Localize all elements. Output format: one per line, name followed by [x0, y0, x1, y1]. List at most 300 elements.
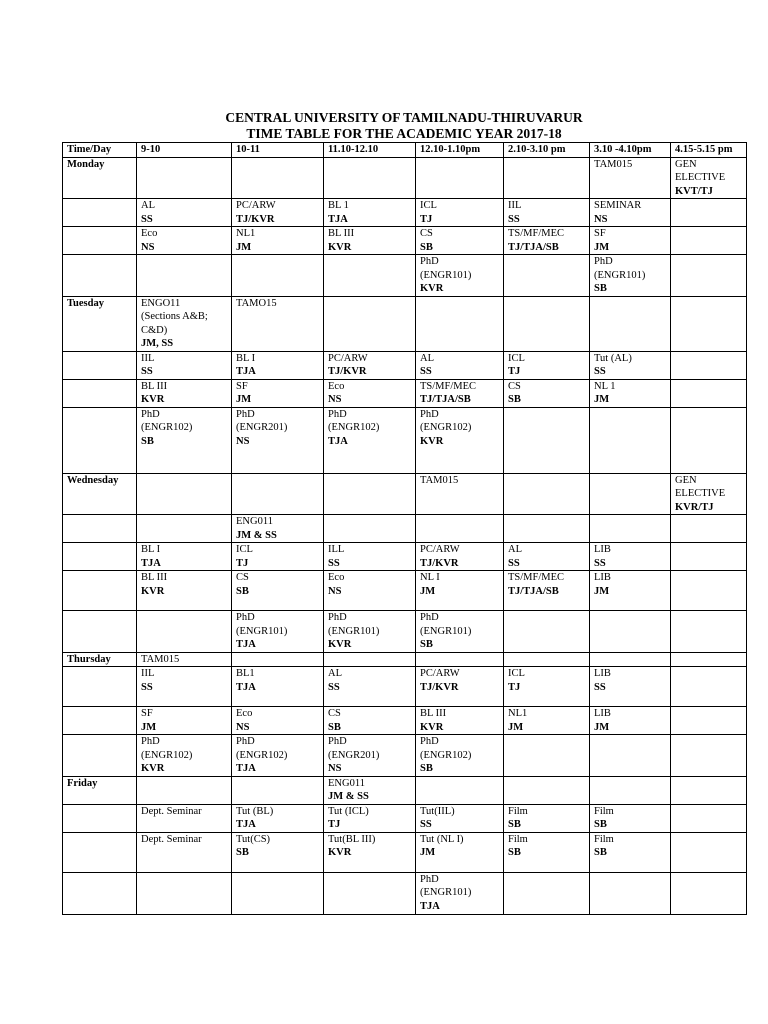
- faculty-code: TJ/TJA/SB: [508, 585, 559, 597]
- faculty-code: TJA: [236, 366, 256, 377]
- faculty-code: JM: [594, 241, 610, 253]
- table-cell: [63, 515, 137, 543]
- faculty-code: SS: [141, 213, 153, 225]
- table-cell: [590, 296, 671, 351]
- table-cell: [590, 379, 671, 407]
- table-cell: [63, 667, 137, 707]
- table-cell: [590, 543, 671, 571]
- faculty-code: TJA: [236, 681, 256, 693]
- faculty-code: SS: [508, 213, 520, 225]
- course-text: PhD: [236, 736, 255, 747]
- table-cell: [232, 652, 324, 667]
- faculty-code: SB: [508, 819, 521, 830]
- course-text: LIB: [594, 572, 611, 583]
- course-text: ICL: [236, 544, 253, 555]
- table-row: [63, 611, 747, 653]
- table-cell: [590, 227, 671, 255]
- course-text: PhD: [328, 612, 347, 623]
- header-cell: 2.10-3.10 pm: [504, 143, 590, 158]
- course-text: (ENGR101): [328, 625, 380, 637]
- table-cell: [416, 872, 504, 914]
- course-text: AL: [508, 544, 522, 555]
- table-cell: [232, 379, 324, 407]
- table-cell: [137, 707, 232, 735]
- header-cell: 4.15-5.15 pm: [671, 143, 747, 158]
- course-text: PhD: [420, 873, 439, 885]
- faculty-code: SB: [420, 763, 433, 774]
- faculty-code: KVR: [141, 763, 165, 774]
- faculty-code: TJ/KVR: [328, 366, 367, 377]
- course-text: (ENGR102): [141, 422, 193, 433]
- course-text: PhD: [236, 408, 255, 420]
- table-row: [63, 351, 747, 379]
- faculty-code: NS: [328, 585, 342, 597]
- table-row: [63, 157, 747, 199]
- table-cell: [232, 255, 324, 297]
- course-text: ICL: [420, 200, 437, 211]
- faculty-code: SB: [594, 283, 607, 294]
- table-cell: [416, 832, 504, 872]
- table-cell: [671, 543, 747, 571]
- course-text: NL 1: [594, 380, 616, 392]
- table-cell: [504, 652, 590, 667]
- course-text: ICL: [508, 668, 525, 679]
- table-cell: [504, 473, 590, 515]
- table-cell: [416, 227, 504, 255]
- course-text: ENG011: [236, 516, 273, 527]
- table-row: [63, 255, 747, 297]
- faculty-code: JM, SS: [141, 338, 174, 349]
- table-cell: [63, 199, 137, 227]
- table-row: [63, 652, 747, 667]
- table-cell: [63, 832, 137, 872]
- course-text: PC/ARW: [420, 544, 460, 555]
- faculty-code: SB: [420, 241, 433, 253]
- table-cell: [671, 255, 747, 297]
- course-text: Eco: [328, 380, 345, 392]
- course-text: BL III: [141, 380, 168, 392]
- course-text: Eco: [236, 708, 253, 719]
- course-text: BL1: [236, 668, 255, 679]
- table-cell: [590, 407, 671, 473]
- table-cell: [324, 255, 416, 297]
- faculty-code: TJA: [236, 763, 256, 774]
- faculty-code: SS: [594, 366, 606, 377]
- table-cell: [63, 379, 137, 407]
- course-text: PhD: [328, 736, 347, 747]
- table-cell: [590, 652, 671, 667]
- table-cell: [416, 707, 504, 735]
- course-text: (ENGR102): [141, 749, 193, 761]
- faculty-code: KVR/TJ: [675, 501, 714, 513]
- course-text: ELECTIVE: [675, 172, 726, 183]
- table-cell: [671, 296, 747, 351]
- course-text: BL I: [236, 352, 256, 364]
- table-cell: [63, 157, 137, 199]
- faculty-code: SB: [328, 721, 341, 733]
- table-cell: [416, 473, 504, 515]
- course-text: TAM015: [594, 158, 633, 170]
- faculty-code: TJ/KVR: [420, 557, 459, 569]
- course-text: AL: [420, 352, 434, 364]
- course-text: Tut(BL III): [328, 833, 376, 845]
- table-cell: [63, 652, 137, 667]
- table-cell: [63, 473, 137, 515]
- faculty-code: JM: [420, 585, 436, 597]
- table-row: [63, 571, 747, 611]
- faculty-code: JM: [420, 847, 436, 858]
- course-text: PC/ARW: [420, 668, 460, 679]
- table-cell: [137, 227, 232, 255]
- table-cell: [137, 296, 232, 351]
- table-cell: [590, 735, 671, 777]
- faculty-code: TJ: [328, 819, 341, 830]
- faculty-code: TJ: [236, 557, 249, 569]
- table-row: [63, 707, 747, 735]
- table-cell: [63, 407, 137, 473]
- table-cell: [590, 707, 671, 735]
- table-cell: [137, 832, 232, 872]
- table-cell: [504, 571, 590, 611]
- course-text: GEN: [675, 158, 697, 170]
- faculty-code: KVR: [141, 394, 165, 405]
- table-cell: [504, 611, 590, 653]
- table-cell: [590, 667, 671, 707]
- faculty-code: TJA: [236, 639, 256, 650]
- table-cell: [416, 652, 504, 667]
- title-university: CENTRAL UNIVERSITY OF TAMILNADU-THIRUVARUR: [225, 110, 583, 125]
- table-cell: [137, 776, 232, 804]
- faculty-code: NS: [328, 394, 342, 405]
- course-text: Dept. Seminar: [141, 805, 202, 817]
- table-cell: [416, 571, 504, 611]
- course-text: Tut(CS): [236, 833, 271, 845]
- course-text: TAM015: [420, 474, 459, 486]
- table-cell: [590, 804, 671, 832]
- table-cell: [63, 735, 137, 777]
- course-text: ICL: [508, 352, 525, 364]
- table-cell: [324, 379, 416, 407]
- table-row: [63, 199, 747, 227]
- course-text: TAM015: [141, 653, 180, 665]
- table-cell: [137, 473, 232, 515]
- faculty-code: SS: [328, 681, 340, 693]
- course-text: TS/MF/MEC: [420, 380, 477, 392]
- table-cell: [324, 543, 416, 571]
- table-cell: [671, 611, 747, 653]
- course-text: PhD: [141, 736, 160, 747]
- table-cell: [324, 571, 416, 611]
- faculty-code: SB: [508, 847, 521, 858]
- table-cell: [416, 351, 504, 379]
- table-cell: [137, 255, 232, 297]
- table-cell: [416, 776, 504, 804]
- course-text: GEN: [675, 474, 697, 486]
- table-cell: [137, 571, 232, 611]
- faculty-code: TJA: [141, 557, 161, 569]
- course-text: BL III: [420, 708, 447, 719]
- table-cell: [504, 735, 590, 777]
- course-text: NL I: [420, 572, 440, 583]
- table-cell: [232, 735, 324, 777]
- course-text: PhD: [420, 256, 439, 267]
- title-timetable: TIME TABLE FOR THE ACADEMIC YEAR 2017-18: [246, 126, 562, 141]
- table-cell: [671, 735, 747, 777]
- faculty-code: SB: [141, 435, 154, 447]
- faculty-code: SB: [236, 585, 249, 597]
- faculty-code: JM: [141, 721, 157, 733]
- course-text: PC/ARW: [236, 200, 276, 211]
- course-text: (ENGR101): [420, 625, 472, 637]
- table-row: [63, 832, 747, 872]
- day-label: Tuesday: [67, 297, 104, 309]
- table-cell: [416, 379, 504, 407]
- course-text: (ENGR102): [236, 749, 288, 761]
- course-text: Tut(IIL): [420, 805, 455, 817]
- table-cell: [63, 255, 137, 297]
- table-cell: [590, 611, 671, 653]
- day-label: Wednesday: [67, 474, 119, 486]
- table-cell: [416, 296, 504, 351]
- course-text: LIB: [594, 708, 611, 719]
- faculty-code: KVR: [420, 721, 444, 733]
- faculty-code: JM: [594, 394, 610, 405]
- course-text: SEMINAR: [594, 200, 642, 211]
- table-cell: [504, 832, 590, 872]
- course-text: PhD: [236, 612, 255, 623]
- table-cell: [232, 571, 324, 611]
- table-cell: [232, 296, 324, 351]
- table-cell: [416, 515, 504, 543]
- table-cell: [416, 255, 504, 297]
- faculty-code: JM: [508, 721, 524, 733]
- table-cell: [504, 351, 590, 379]
- table-cell: [232, 804, 324, 832]
- faculty-code: SB: [236, 847, 249, 858]
- table-cell: [671, 571, 747, 611]
- faculty-code: TJA: [328, 435, 348, 447]
- course-text: SF: [236, 380, 248, 392]
- table-row: [63, 227, 747, 255]
- course-text: IIL: [508, 200, 522, 211]
- day-label: Monday: [67, 158, 105, 170]
- table-cell: [671, 379, 747, 407]
- faculty-code: SS: [328, 557, 340, 569]
- table-cell: [416, 543, 504, 571]
- course-text: Tut (AL): [594, 352, 632, 364]
- table-cell: [671, 707, 747, 735]
- faculty-code: TJ/KVR: [420, 681, 459, 693]
- course-text: PhD: [594, 256, 613, 267]
- faculty-code: SS: [420, 366, 432, 377]
- table-row: [63, 872, 747, 914]
- table-cell: [137, 872, 232, 914]
- faculty-code: NS: [594, 213, 608, 225]
- course-text: BL III: [141, 572, 168, 583]
- table-cell: [324, 872, 416, 914]
- faculty-code: TJA: [236, 819, 256, 830]
- table-cell: [63, 611, 137, 653]
- faculty-code: JM: [594, 721, 610, 733]
- table-cell: [63, 804, 137, 832]
- table-cell: [671, 667, 747, 707]
- table-cell: [590, 351, 671, 379]
- course-text: Eco: [328, 572, 345, 583]
- table-cell: [590, 473, 671, 515]
- table-cell: [63, 776, 137, 804]
- table-cell: [504, 227, 590, 255]
- faculty-code: TJ: [420, 213, 433, 225]
- faculty-code: TJ/TJA/SB: [420, 394, 471, 405]
- header-cell: 3.10 -4.10pm: [590, 143, 671, 158]
- faculty-code: NS: [236, 721, 250, 733]
- table-cell: [416, 199, 504, 227]
- course-text: Eco: [141, 228, 158, 239]
- course-text: ENGO11: [141, 297, 181, 309]
- table-cell: [504, 255, 590, 297]
- table-cell: [232, 407, 324, 473]
- faculty-code: TJA: [420, 900, 440, 912]
- faculty-code: TJA: [328, 213, 348, 225]
- table-cell: [671, 407, 747, 473]
- faculty-code: TJ: [508, 681, 521, 693]
- course-text: ENG011: [328, 777, 365, 789]
- table-cell: [232, 473, 324, 515]
- course-text: Film: [508, 833, 528, 845]
- table-cell: [324, 199, 416, 227]
- table-cell: [137, 543, 232, 571]
- faculty-code: TJ: [508, 366, 521, 377]
- table-cell: [137, 804, 232, 832]
- table-cell: [324, 611, 416, 653]
- course-text: (ENGR201): [236, 422, 288, 433]
- header-row: [63, 143, 747, 158]
- faculty-code: NS: [141, 241, 155, 253]
- table-cell: [671, 832, 747, 872]
- course-text: IIL: [141, 352, 155, 364]
- table-cell: [63, 543, 137, 571]
- course-text: (ENGR102): [328, 422, 380, 433]
- table-cell: [590, 515, 671, 543]
- header-cell: 12.10-1.10pm: [416, 143, 504, 158]
- faculty-code: SB: [508, 394, 521, 405]
- table-cell: [137, 351, 232, 379]
- header-cell: 11.10-12.10: [324, 143, 416, 158]
- table-cell: [504, 407, 590, 473]
- course-text: CS: [328, 708, 341, 719]
- course-text: AL: [328, 668, 342, 679]
- table-cell: [504, 157, 590, 199]
- course-text: NL1: [236, 228, 256, 239]
- table-cell: [590, 832, 671, 872]
- table-cell: [324, 652, 416, 667]
- course-text: (ENGR101): [236, 625, 288, 637]
- faculty-code: TJ/KVR: [236, 213, 275, 225]
- table-cell: [137, 157, 232, 199]
- table-row: [63, 804, 747, 832]
- course-text: ILL: [328, 544, 345, 555]
- course-text: PhD: [420, 408, 439, 420]
- table-row: [63, 296, 747, 351]
- course-text: TS/MF/MEC: [508, 572, 565, 583]
- table-cell: [324, 157, 416, 199]
- day-label: Friday: [67, 777, 98, 789]
- table-cell: [232, 667, 324, 707]
- faculty-code: SS: [420, 819, 432, 830]
- faculty-code: JM: [236, 394, 252, 405]
- table-cell: [232, 515, 324, 543]
- faculty-code: JM & SS: [328, 791, 369, 802]
- table-cell: [324, 515, 416, 543]
- course-text: SF: [594, 228, 606, 239]
- day-label: Thursday: [67, 653, 111, 665]
- table-cell: [324, 707, 416, 735]
- table-cell: [63, 351, 137, 379]
- course-text: (ENGR201): [328, 749, 380, 761]
- table-cell: [416, 157, 504, 199]
- table-cell: [232, 157, 324, 199]
- table-cell: [137, 735, 232, 777]
- timetable: [62, 142, 747, 915]
- course-text: PhD: [420, 736, 439, 747]
- course-text: Film: [508, 805, 528, 817]
- table-cell: [504, 776, 590, 804]
- table-cell: [324, 735, 416, 777]
- table-cell: [671, 804, 747, 832]
- table-cell: [324, 227, 416, 255]
- course-text: C&D): [141, 324, 168, 336]
- table-cell: [63, 571, 137, 611]
- table-cell: [232, 611, 324, 653]
- course-text: IIL: [141, 668, 155, 679]
- table-cell: [504, 667, 590, 707]
- table-cell: [63, 872, 137, 914]
- faculty-code: SS: [508, 557, 520, 569]
- table-cell: [671, 515, 747, 543]
- table-cell: [232, 227, 324, 255]
- course-text: BL I: [141, 544, 161, 555]
- table-cell: [232, 872, 324, 914]
- table-cell: [671, 473, 747, 515]
- timetable-body: [63, 157, 747, 914]
- faculty-code: KVR: [420, 283, 444, 294]
- faculty-code: KVR: [328, 847, 352, 858]
- faculty-code: JM: [594, 585, 610, 597]
- course-text: BL 1: [328, 200, 349, 211]
- table-row: [63, 776, 747, 804]
- table-cell: [137, 667, 232, 707]
- course-text: PhD: [141, 408, 160, 420]
- course-text: AL: [141, 200, 155, 211]
- faculty-code: KVR: [328, 639, 352, 650]
- course-text: (ENGR101): [420, 887, 472, 898]
- course-text: Tut (NL I): [420, 833, 464, 845]
- course-text: BL III: [328, 228, 355, 239]
- faculty-code: SB: [594, 819, 607, 830]
- course-text: Dept. Seminar: [141, 833, 202, 845]
- table-cell: [324, 804, 416, 832]
- faculty-code: JM: [236, 241, 252, 253]
- table-row: [63, 407, 747, 473]
- table-cell: [590, 199, 671, 227]
- faculty-code: TJ/TJA/SB: [508, 241, 559, 253]
- course-text: CS: [420, 228, 433, 239]
- table-cell: [671, 776, 747, 804]
- table-cell: [671, 157, 747, 199]
- table-cell: [232, 543, 324, 571]
- table-cell: [63, 707, 137, 735]
- table-row: [63, 515, 747, 543]
